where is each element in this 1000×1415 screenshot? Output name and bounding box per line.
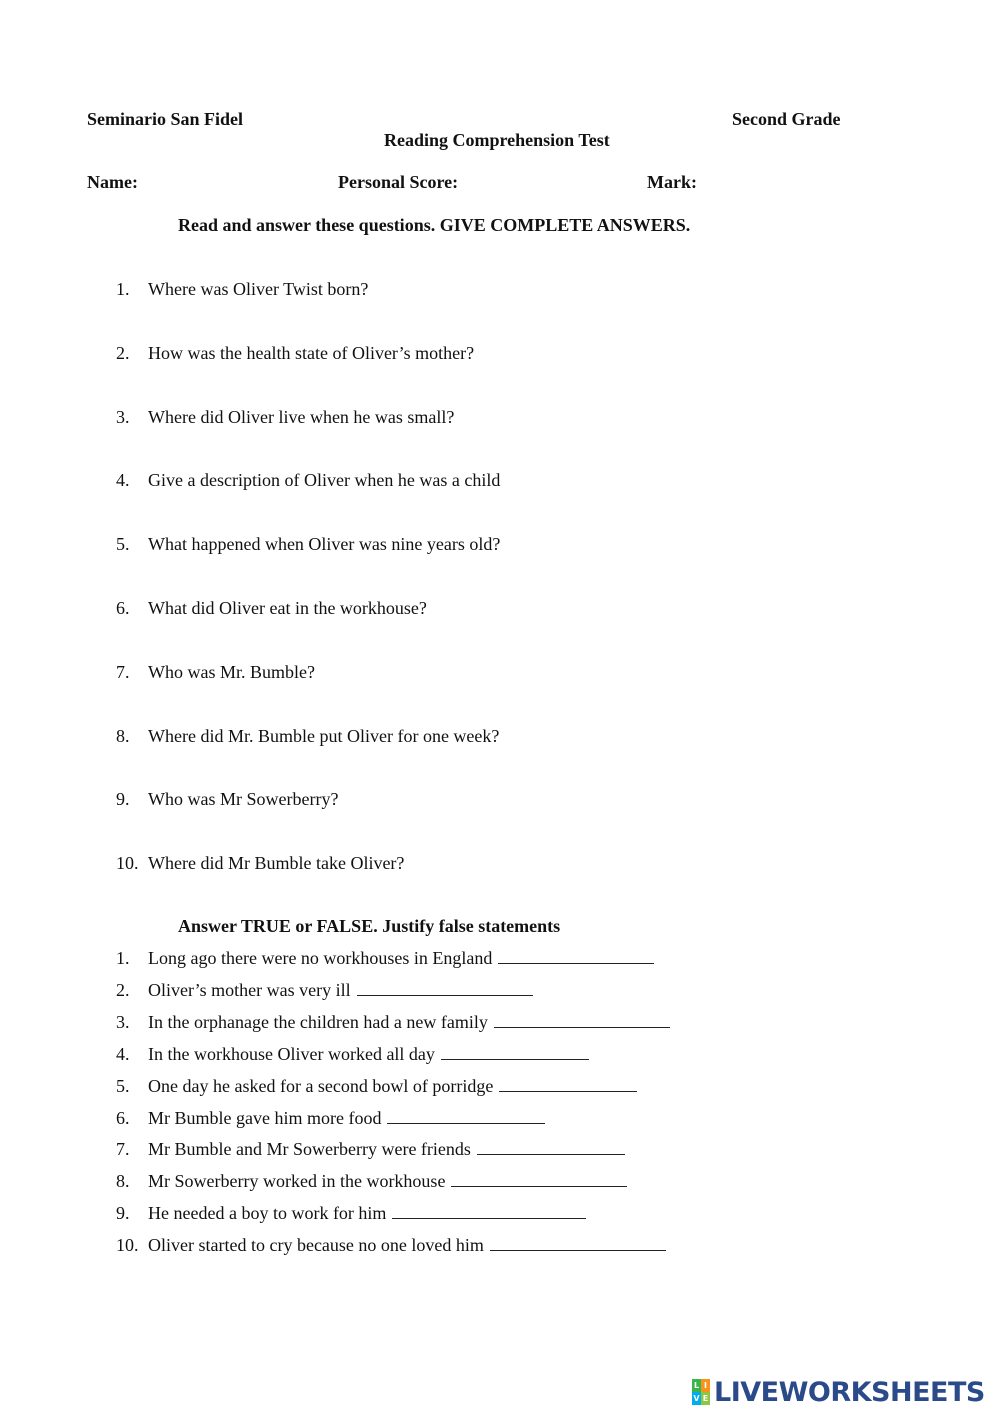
- question-text: Give a description of Oliver when he was a child: [148, 470, 501, 490]
- statement-number: 6.: [116, 1108, 130, 1128]
- question-text: Who was Mr. Bumble?: [148, 662, 315, 682]
- question-text: Where did Mr. Bumble put Oliver for one week?: [148, 726, 500, 746]
- liveworksheets-logo-icon: [692, 1379, 710, 1405]
- logo-text: LIVEWORKSHEETS: [714, 1376, 985, 1408]
- question-text: Where was Oliver Twist born?: [148, 279, 369, 299]
- answer-blank[interactable]: [451, 1172, 627, 1187]
- statement-number: 9.: [116, 1203, 130, 1223]
- question-number: 6.: [116, 598, 130, 618]
- statement-text: One day he asked for a second bowl of porridge: [148, 1076, 494, 1096]
- statement-line: [148, 1044, 589, 1065]
- statement-number: 5.: [116, 1076, 130, 1096]
- statement-line: [148, 980, 533, 1001]
- logo-letter-e: E: [702, 1394, 709, 1403]
- statement-number: 3.: [116, 1012, 130, 1032]
- question-number: 7.: [116, 662, 130, 682]
- statement-text: Mr Bumble gave him more food: [148, 1108, 382, 1128]
- question-number: 5.: [116, 534, 130, 554]
- question-text: Where did Mr Bumble take Oliver?: [148, 853, 405, 873]
- statement-text: He needed a boy to work for him: [148, 1203, 387, 1223]
- question-text: What did Oliver eat in the workhouse?: [148, 598, 427, 618]
- answer-blank[interactable]: [441, 1045, 589, 1060]
- statement-number: 10.: [116, 1235, 139, 1255]
- statement-text: Mr Bumble and Mr Sowerberry were friends: [148, 1139, 471, 1159]
- statement-text: In the orphanage the children had a new family: [148, 1012, 488, 1032]
- statement-text: Oliver’s mother was very ill: [148, 980, 351, 1000]
- statement-line: [148, 1203, 586, 1224]
- question-number: 2.: [116, 343, 130, 363]
- statement-number: 1.: [116, 948, 130, 968]
- answer-blank[interactable]: [392, 1204, 586, 1219]
- question-text: Where did Oliver live when he was small?: [148, 407, 455, 427]
- statement-number: 2.: [116, 980, 130, 1000]
- test-title: Reading Comprehension Test: [384, 130, 610, 150]
- name-label: Name:: [87, 172, 138, 192]
- school-name: Seminario San Fidel: [87, 109, 244, 129]
- answer-blank[interactable]: [499, 1077, 637, 1092]
- answer-blank[interactable]: [494, 1013, 670, 1028]
- answer-blank[interactable]: [477, 1140, 625, 1155]
- question-text: What happened when Oliver was nine years old?: [148, 534, 501, 554]
- statement-line: [148, 1012, 670, 1033]
- statement-line: [148, 1235, 666, 1256]
- statement-line: [148, 1076, 637, 1097]
- statement-text: Mr Sowerberry worked in the workhouse: [148, 1171, 446, 1191]
- mark-label: Mark:: [647, 172, 697, 192]
- logo-letter-v: V: [693, 1394, 700, 1403]
- statement-text: In the workhouse Oliver worked all day: [148, 1044, 435, 1064]
- statement-number: 7.: [116, 1139, 130, 1159]
- question-number: 3.: [116, 407, 130, 427]
- personal-score-label: Personal Score:: [338, 172, 459, 192]
- answer-blank[interactable]: [490, 1236, 666, 1251]
- answer-blank[interactable]: [498, 949, 654, 964]
- section2-instruction: Answer TRUE or FALSE. Justify false statements: [178, 916, 561, 936]
- liveworksheets-logo: [692, 1376, 985, 1408]
- section1-instruction: Read and answer these questions. GIVE COMPLETE ANSWERS.: [178, 215, 691, 235]
- logo-letter-i: I: [701, 1379, 710, 1392]
- statement-line: [148, 1108, 545, 1129]
- logo-letter-l: L: [693, 1381, 700, 1390]
- question-number: 9.: [116, 789, 130, 809]
- statement-line: [148, 1139, 625, 1160]
- statement-number: 4.: [116, 1044, 130, 1064]
- answer-blank[interactable]: [387, 1109, 545, 1124]
- question-number: 8.: [116, 726, 130, 746]
- question-number: 4.: [116, 470, 130, 490]
- statement-line: [148, 948, 654, 969]
- question-number: 10.: [116, 853, 139, 873]
- statement-text: Long ago there were no workhouses in England: [148, 948, 493, 968]
- statement-text: Oliver started to cry because no one loved him: [148, 1235, 484, 1255]
- statement-number: 8.: [116, 1171, 130, 1191]
- statement-line: [148, 1171, 627, 1192]
- question-text: Who was Mr Sowerberry?: [148, 789, 339, 809]
- question-number: 1.: [116, 279, 130, 299]
- grade-label: Second Grade: [732, 109, 841, 129]
- answer-blank[interactable]: [357, 981, 533, 996]
- question-text: How was the health state of Oliver’s mother?: [148, 343, 475, 363]
